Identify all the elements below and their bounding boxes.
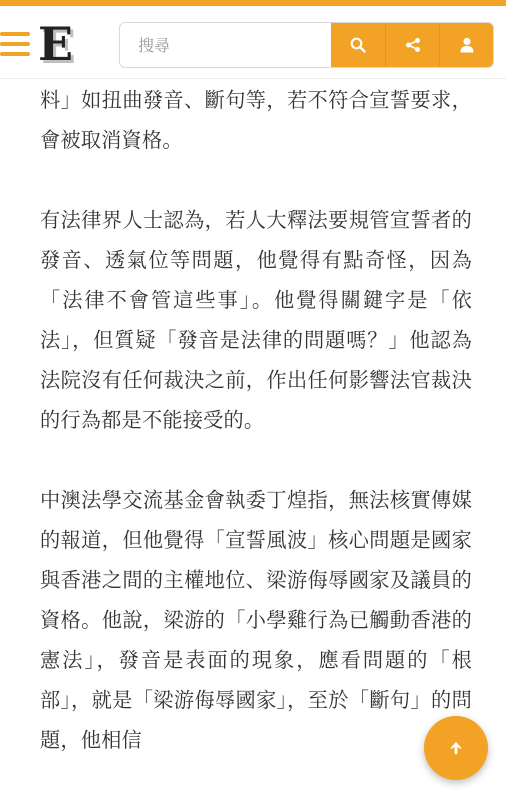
menu-line (0, 42, 30, 46)
search-input[interactable] (120, 23, 330, 67)
user-icon (460, 37, 474, 53)
site-logo[interactable]: E (38, 17, 74, 71)
menu-line (0, 32, 30, 36)
hamburger-icon[interactable] (0, 30, 34, 60)
user-button[interactable] (439, 23, 494, 67)
search-bar (119, 22, 494, 68)
share-icon (405, 37, 421, 53)
article-paragraph: 有法律界人士認為，若人大釋法要規管宣誓者的發音、透氣位等問題，他覺得有點奇怪，因為「法律不會管這些事」。他覺得關鍵字是「依法」，但質疑「發音是法律的問題嗎？」他認為法院沒有任何裁決之前，作出任何影響法官裁決的行為都是不能接受的。 (40, 208, 472, 432)
arrow-up-icon (448, 740, 464, 756)
article-body (40, 80, 472, 800)
menu-line (0, 52, 30, 56)
article-paragraph: 料」如扭曲發音、斷句等，若不符合宣誓要求，會被取消資格。 (40, 88, 472, 152)
share-button[interactable] (385, 23, 440, 67)
search-button[interactable] (331, 23, 385, 67)
article-paragraph: 中澳法學交流基金會執委丁煌指，無法核實傳媒的報道，但他覺得「宣誓風波」核心問題是國家與香港之間的主權地位、梁游侮辱國家及議員的資格。他說，梁游的「小學雞行為已觸動香港的憲法」，發音是表面的現象，應看問題的「根部」，就是「梁游侮辱國家」，至於「斷句」的問題，他相信 (40, 488, 472, 752)
back-to-top-button[interactable] (424, 716, 488, 780)
search-icon (350, 37, 366, 53)
site-header (0, 6, 506, 79)
